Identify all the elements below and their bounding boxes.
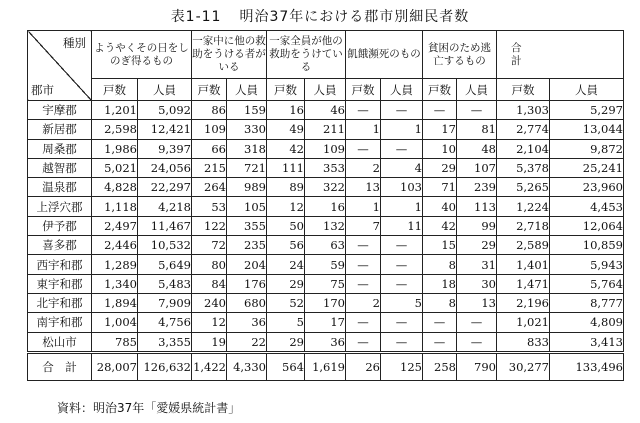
table-cell: 4,756 <box>138 313 192 332</box>
table-cell: 1,303 <box>497 101 550 120</box>
table-cell: 7,909 <box>138 293 192 312</box>
table-cell: — <box>346 101 381 120</box>
data-table <box>27 30 636 381</box>
table-title <box>0 6 640 26</box>
table-cell: 11 <box>381 216 423 235</box>
table-row <box>28 293 624 312</box>
table-cell: 107 <box>457 158 497 177</box>
group-header-2: 一家全員が他の救助をうけている <box>267 31 346 79</box>
table-cell: 17 <box>423 120 457 139</box>
table-cell: 22,297 <box>138 178 192 197</box>
table-cell: 1,118 <box>92 197 138 216</box>
table-cell: 355 <box>227 216 267 235</box>
table-cell: 11,467 <box>138 216 192 235</box>
table-cell: 16 <box>267 101 305 120</box>
group-header-3: 飢餓瀕死のもの <box>346 31 423 79</box>
table-cell: 8 <box>423 293 457 312</box>
table-cell: 211 <box>305 120 346 139</box>
table-cell: — <box>346 313 381 332</box>
sub-header-households: 戸数 <box>346 79 381 101</box>
table-cell: 2,104 <box>497 139 550 158</box>
table-cell: 109 <box>305 139 346 158</box>
row-name: 松山市 <box>28 332 92 352</box>
table-row <box>28 274 624 293</box>
table-cell: 29 <box>423 158 457 177</box>
table-cell: 1,224 <box>497 197 550 216</box>
table-cell: 23,960 <box>550 178 624 197</box>
corner-top-label: 種別 <box>63 36 86 50</box>
table-cell: 353 <box>305 158 346 177</box>
table-row <box>28 255 624 274</box>
total-row <box>28 352 624 380</box>
row-name: 上浮穴郡 <box>28 197 92 216</box>
table-cell: — <box>457 332 497 352</box>
table-cell: 63 <box>305 236 346 255</box>
table-cell: 16 <box>305 197 346 216</box>
table-cell: 49 <box>267 120 305 139</box>
table-cell: 66 <box>192 139 227 158</box>
table-cell: 122 <box>192 216 227 235</box>
table-cell: 4,828 <box>92 178 138 197</box>
table-cell: 318 <box>227 139 267 158</box>
row-name: 周桑郡 <box>28 139 92 158</box>
table-cell: 322 <box>305 178 346 197</box>
table-title-text: 明治37年における郡市別細民者数 <box>239 9 470 25</box>
table-cell: 239 <box>457 178 497 197</box>
table-cell: 40 <box>423 197 457 216</box>
corner-header <box>28 31 92 101</box>
table-row <box>28 313 624 332</box>
table-cell: — <box>423 332 457 352</box>
table-cell: — <box>346 255 381 274</box>
table-cell: 4,218 <box>138 197 192 216</box>
table-cell: 1 <box>381 197 423 216</box>
table-cell: 5,021 <box>92 158 138 177</box>
row-name: 温泉郡 <box>28 178 92 197</box>
table-cell: 1 <box>346 120 381 139</box>
table-cell: 30,277 <box>497 352 550 380</box>
table-cell: 5,649 <box>138 255 192 274</box>
table-cell: 30 <box>457 274 497 293</box>
table-cell: — <box>423 313 457 332</box>
row-name: 越智郡 <box>28 158 92 177</box>
group-header-4: 貧困のため逃亡するもの <box>423 31 497 79</box>
table-cell: 52 <box>267 293 305 312</box>
row-name: 合 計 <box>28 352 92 380</box>
row-name: 北宇和郡 <box>28 293 92 312</box>
table-cell: 8,777 <box>550 293 624 312</box>
table-cell: — <box>381 236 423 255</box>
table-cell: 103 <box>381 178 423 197</box>
table-cell: 46 <box>305 101 346 120</box>
table-cell: 2 <box>346 158 381 177</box>
sub-header-persons: 人員 <box>138 79 192 101</box>
table-cell: 1,004 <box>92 313 138 332</box>
table-cell: 99 <box>457 216 497 235</box>
table-cell: — <box>381 139 423 158</box>
table-cell: 13 <box>346 178 381 197</box>
table-cell: 81 <box>457 120 497 139</box>
table-row <box>28 139 624 158</box>
table-cell: 71 <box>423 178 457 197</box>
row-name: 宇摩郡 <box>28 101 92 120</box>
table-cell: 1,021 <box>497 313 550 332</box>
table-row <box>28 158 624 177</box>
table-cell: 5,297 <box>550 101 624 120</box>
table-cell: 2 <box>346 293 381 312</box>
table-cell: 56 <box>267 236 305 255</box>
table-cell: 26 <box>346 352 381 380</box>
table-cell: 12 <box>267 197 305 216</box>
table-cell: 1 <box>346 197 381 216</box>
table-cell: 22 <box>227 332 267 352</box>
row-name: 新居郡 <box>28 120 92 139</box>
table-cell: 125 <box>381 352 423 380</box>
table-cell: — <box>457 313 497 332</box>
table-cell: 176 <box>227 274 267 293</box>
table-cell: 8 <box>423 255 457 274</box>
table-cell: 1,289 <box>92 255 138 274</box>
table-cell: 50 <box>267 216 305 235</box>
row-name: 東宇和郡 <box>28 274 92 293</box>
table-cell: 10,532 <box>138 236 192 255</box>
table-cell: 1,471 <box>497 274 550 293</box>
table-cell: 5,265 <box>497 178 550 197</box>
table-cell: 105 <box>227 197 267 216</box>
table-cell: — <box>381 274 423 293</box>
table-cell: 19 <box>192 332 227 352</box>
table-cell: 5,943 <box>550 255 624 274</box>
table-cell: 5,764 <box>550 274 624 293</box>
table-cell: 29 <box>267 274 305 293</box>
table-cell: 4,809 <box>550 313 624 332</box>
row-name: 伊予郡 <box>28 216 92 235</box>
table-cell: 2,589 <box>497 236 550 255</box>
sub-header-households: 戸数 <box>423 79 457 101</box>
table-cell: 2,196 <box>497 293 550 312</box>
table-cell: 132 <box>305 216 346 235</box>
table-cell: — <box>381 255 423 274</box>
table-cell: 59 <box>305 255 346 274</box>
sub-header-households: 戸数 <box>497 79 550 101</box>
table-cell: 1,422 <box>192 352 227 380</box>
table-cell: 240 <box>192 293 227 312</box>
table-cell: 72 <box>192 236 227 255</box>
table-cell: — <box>346 274 381 293</box>
sub-header-persons: 人員 <box>550 79 624 101</box>
table-cell: 2,446 <box>92 236 138 255</box>
group-header-1: 一家中に他の救助をうける者がいる <box>192 31 267 79</box>
table-cell: 31 <box>457 255 497 274</box>
table-cell: 9,872 <box>550 139 624 158</box>
table-cell: 258 <box>423 352 457 380</box>
table-cell: 12,064 <box>550 216 624 235</box>
table-cell: 29 <box>267 332 305 352</box>
table-cell: 1,986 <box>92 139 138 158</box>
table-cell: 18 <box>423 274 457 293</box>
table-cell: 42 <box>267 139 305 158</box>
row-name: 南宇和郡 <box>28 313 92 332</box>
table-cell: 86 <box>192 101 227 120</box>
table-cell: 1,340 <box>92 274 138 293</box>
table-cell: 80 <box>192 255 227 274</box>
table-cell: 330 <box>227 120 267 139</box>
table-cell: 5,092 <box>138 101 192 120</box>
table-cell: 204 <box>227 255 267 274</box>
table-cell: 17 <box>305 313 346 332</box>
table-cell: 564 <box>267 352 305 380</box>
table-cell: 235 <box>227 236 267 255</box>
sub-header-persons: 人員 <box>305 79 346 101</box>
source-note: 資料：明治37年「愛媛県統計書」 <box>57 401 241 415</box>
row-name: 喜多郡 <box>28 236 92 255</box>
table-cell: 24 <box>267 255 305 274</box>
table-cell: 13 <box>457 293 497 312</box>
table-row <box>28 332 624 352</box>
table-cell: 4,330 <box>227 352 267 380</box>
table-cell: 5,483 <box>138 274 192 293</box>
corner-bottom-label: 郡市 <box>31 83 54 97</box>
table-row <box>28 236 624 255</box>
table-cell: 5 <box>381 293 423 312</box>
table-cell: 2,497 <box>92 216 138 235</box>
table-row <box>28 101 624 120</box>
table-cell: 28,007 <box>92 352 138 380</box>
table-cell: 1,401 <box>497 255 550 274</box>
table-cell: 133,496 <box>550 352 624 380</box>
sub-header-households: 戸数 <box>267 79 305 101</box>
table-body <box>28 101 624 381</box>
table-cell: 264 <box>192 178 227 197</box>
table-cell: 4,453 <box>550 197 624 216</box>
table-cell: 1,894 <box>92 293 138 312</box>
table-cell: 36 <box>305 332 346 352</box>
table-cell: — <box>346 332 381 352</box>
table-cell: 12,421 <box>138 120 192 139</box>
table-cell: 3,355 <box>138 332 192 352</box>
table-cell: 12 <box>192 313 227 332</box>
table-cell: 13,044 <box>550 120 624 139</box>
sub-header-persons: 人員 <box>381 79 423 101</box>
table-cell: 84 <box>192 274 227 293</box>
sub-header-persons: 人員 <box>227 79 267 101</box>
table-cell: 1,201 <box>92 101 138 120</box>
table-cell: — <box>381 101 423 120</box>
group-header-5: 合 計 <box>497 31 624 79</box>
table-cell: 1,619 <box>305 352 346 380</box>
table-cell: 5,378 <box>497 158 550 177</box>
table-row <box>28 197 624 216</box>
table-cell: 15 <box>423 236 457 255</box>
table-number: 表1-11 <box>170 9 222 25</box>
table-cell: 36 <box>227 313 267 332</box>
table-cell: 89 <box>267 178 305 197</box>
sub-header-persons: 人員 <box>457 79 497 101</box>
table-cell: 215 <box>192 158 227 177</box>
table-cell: 29 <box>457 236 497 255</box>
table-cell: 170 <box>305 293 346 312</box>
table-cell: 785 <box>92 332 138 352</box>
table-cell: 53 <box>192 197 227 216</box>
table-cell: 721 <box>227 158 267 177</box>
sub-header-households: 戸数 <box>92 79 138 101</box>
table-cell: 113 <box>457 197 497 216</box>
table-cell: — <box>457 101 497 120</box>
table-cell: 3,413 <box>550 332 624 352</box>
table-cell: 24,056 <box>138 158 192 177</box>
table-cell: 790 <box>457 352 497 380</box>
table-cell: 111 <box>267 158 305 177</box>
table-cell: 833 <box>497 332 550 352</box>
table-cell: 4 <box>381 158 423 177</box>
table-cell: 48 <box>457 139 497 158</box>
table-cell: 10 <box>423 139 457 158</box>
table-cell: 10,859 <box>550 236 624 255</box>
table-cell: 159 <box>227 101 267 120</box>
table-cell: 7 <box>346 216 381 235</box>
table-cell: 2,774 <box>497 120 550 139</box>
sub-header-households: 戸数 <box>192 79 227 101</box>
table-cell: 42 <box>423 216 457 235</box>
table-row <box>28 216 624 235</box>
table-cell: 989 <box>227 178 267 197</box>
table-row <box>28 120 624 139</box>
table-cell: 25,241 <box>550 158 624 177</box>
table-cell: 1 <box>381 120 423 139</box>
table-cell: — <box>346 139 381 158</box>
table-cell: — <box>346 236 381 255</box>
table-cell: 109 <box>192 120 227 139</box>
group-header-0: ようやくその日をしのぎ得るもの <box>92 31 192 79</box>
table-cell: 2,598 <box>92 120 138 139</box>
table-cell: 5 <box>267 313 305 332</box>
table-cell: 2,718 <box>497 216 550 235</box>
table-cell: 680 <box>227 293 267 312</box>
table-cell: — <box>381 313 423 332</box>
table-cell: — <box>381 332 423 352</box>
table-cell: 75 <box>305 274 346 293</box>
row-name: 西宇和郡 <box>28 255 92 274</box>
table-cell: 9,397 <box>138 139 192 158</box>
table-row <box>28 178 624 197</box>
table-cell: 126,632 <box>138 352 192 380</box>
table-cell: — <box>423 101 457 120</box>
